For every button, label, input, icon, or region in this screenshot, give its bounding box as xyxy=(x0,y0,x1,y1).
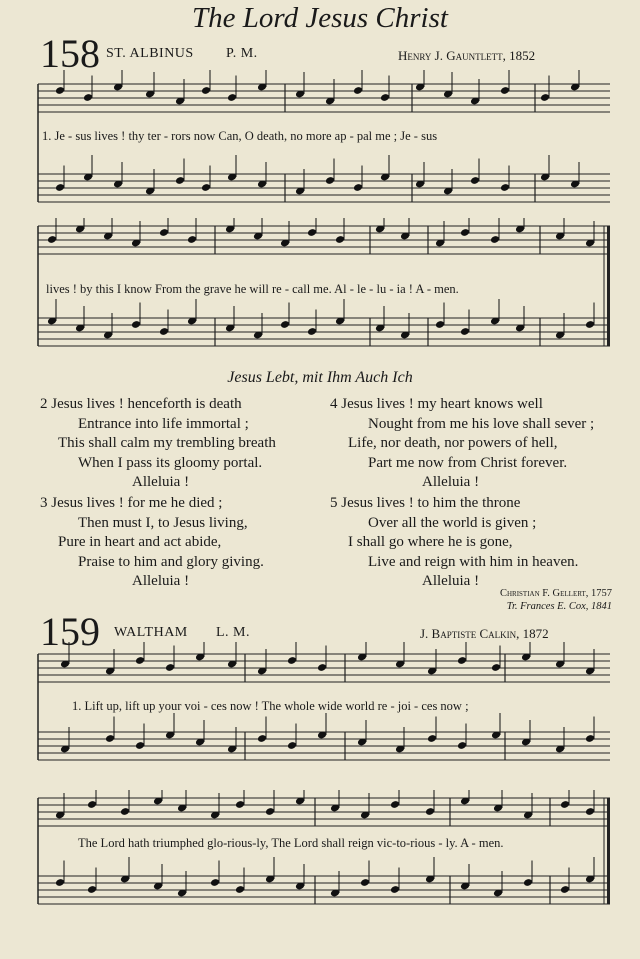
hymn-159-system-2 xyxy=(0,790,640,915)
hymn-158-meter: P. M. xyxy=(226,46,258,61)
hymn-159-lyrics-line-1: 1. Lift up, lift up your voi - ces now ! The whole wide world re - joi - ces now ; xyxy=(72,699,469,713)
stanza-4 xyxy=(330,395,594,493)
stanza-line: Over all the world is given ; xyxy=(368,514,537,531)
stanza-line: Alleluia ! xyxy=(132,474,190,490)
stanza-line: Live and reign with him in heaven. xyxy=(368,553,579,570)
stanza-line: Alleluia ! xyxy=(422,573,480,589)
stanza-number: 4 xyxy=(330,396,338,412)
hymn-158-author-credit: Christian F. Gellert, 1757 xyxy=(499,588,612,599)
stanza-line: Jesus lives ! my heart knows well xyxy=(341,396,543,412)
hymn-159-tune-name: WALTHAM xyxy=(114,625,188,640)
hymn-159-meter: L. M. xyxy=(216,625,250,640)
stanza-5 xyxy=(330,494,578,592)
stanza-line: Nought from me his love shall sever ; xyxy=(368,415,595,432)
stanza-number: 3 xyxy=(40,495,48,511)
stanza-number: 5 xyxy=(330,495,338,511)
page-title: The Lord Jesus Christ xyxy=(192,2,448,34)
stanza-line: Praise to him and glory giving. xyxy=(78,553,264,570)
hymn-158-subtitle: Jesus Lebt, mit Ihm Auch Ich xyxy=(227,369,413,386)
hymn-158-tune-name: ST. ALBINUS xyxy=(106,46,194,61)
hymn-158-lyrics-line-1: 1. Je - sus lives ! thy ter - rors now Can, O death, no more ap - pal me ; Je - sus xyxy=(42,129,438,143)
stanza-2 xyxy=(40,395,276,493)
hymn-159-system-1 xyxy=(0,642,640,787)
hymn-158-translator-credit: Tr. Frances E. Cox, 1841 xyxy=(506,601,612,612)
hymn-159-number: 159 xyxy=(40,609,100,654)
hymn-158-composer: Henry J. Gauntlett, 1852 xyxy=(398,48,536,63)
stanza-line: Pure in heart and act abide, xyxy=(58,534,222,550)
stanza-line: Then must I, to Jesus living, xyxy=(78,514,248,531)
hymn-158-lyrics-line-2: lives ! by this I know From the grave he will re - call me. Al - le - lu - ia ! A - men. xyxy=(46,282,459,296)
stanza-3 xyxy=(40,494,264,592)
stanza-line: When I pass its gloomy portal. xyxy=(78,454,263,471)
stanza-number: 2 xyxy=(40,396,48,412)
stanza-line: This shall calm my trembling breath xyxy=(58,435,276,451)
stanza-line: I shall go where he is gone, xyxy=(348,534,513,550)
stanza-line: Part me now from Christ forever. xyxy=(368,454,568,471)
stanza-line: Entrance into life immortal ; xyxy=(78,415,249,432)
hymn-159-composer: J. Baptiste Calkin, 1872 xyxy=(420,626,549,641)
hymn-158-number: 158 xyxy=(40,31,100,76)
hymn-159-lyrics-line-2: The Lord hath triumphed glo-rious-ly, The Lord shall reign vic-to-rious - ly. A - men. xyxy=(78,836,504,850)
stanza-line: Life, nor death, nor powers of hell, xyxy=(348,435,558,451)
stanza-line: Alleluia ! xyxy=(132,573,190,589)
stanza-line: Jesus lives ! to him the throne xyxy=(341,495,521,511)
stanza-line: Jesus lives ! for me he died ; xyxy=(51,495,223,511)
stanza-line: Alleluia ! xyxy=(422,474,480,490)
stanza-line: Jesus lives ! henceforth is death xyxy=(51,396,242,412)
